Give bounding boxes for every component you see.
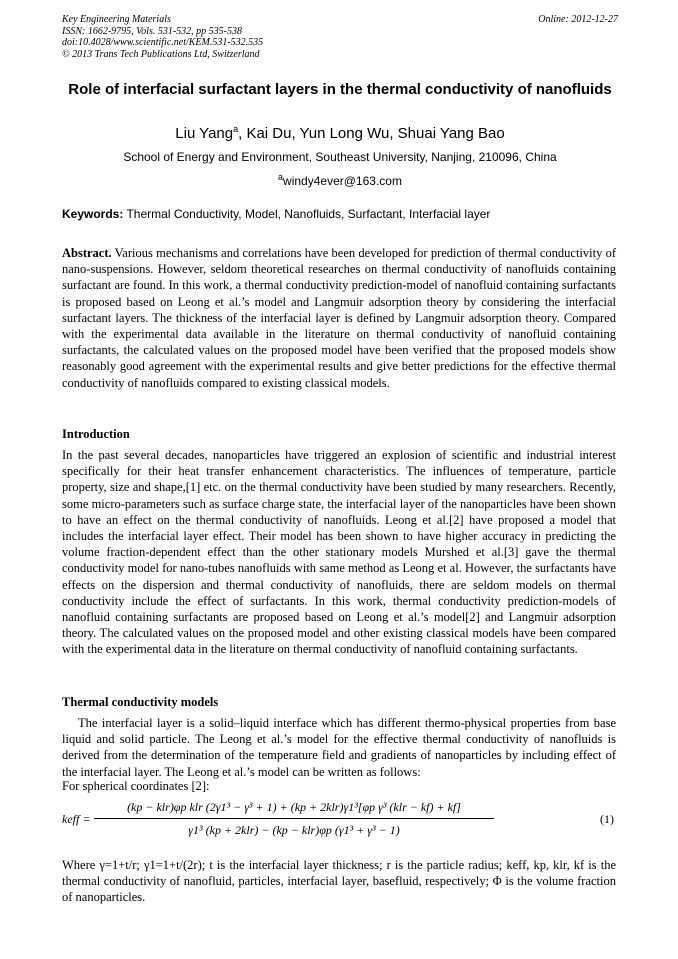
abstract-label: Abstract. (62, 246, 112, 260)
equation-denominator: γ1³ (kp + 2klr) − (kp − klr)φp (γ1³ + γ³ − 1) (188, 823, 400, 837)
journal-header (62, 14, 618, 60)
spherical-coordinates-line: For spherical coordinates [2]: (62, 779, 210, 793)
author-list (62, 124, 618, 142)
introduction-paragraph: In the past several decades, nanoparticles have triggered an explosion of scientific and industrial interest specifically for their heat transfer enhancement characteristics. The influences of temperature, particle property, size and shape,[1] etc. on the thermal conductivity have been studied by many researchers. Recently, some micro-parameters such as surface charge state, the interfacial layer of the nanoparticles have been shown to have an effect on the thermal conductivity of nanofluids. Leong et al.[2] have proposed a model that includes the interfacial layer effect. Their model has been shown to have higher accuracy in predicting the volume fraction-dependent effect than the other stationary models Murshed et al.[3] gave the thermal conductivity model for nano-tubes nanofluids with same method as Leong et al. However, the surfactants have effects on the dispersion and thermal conductivity of nanofluids, there are seldom models on thermal conductivity include the effect of surfactants. In this work, thermal conductivity prediction-models of nanofluid containing surfactants are proposed based on Leong et al.’s model[2] and Langmuir adsorption theory. The calculated values on the proposed model and other existing classical models have been compared with the experimental data in the literature on thermal conductivity of nanofluid containing surfactants. (62, 448, 616, 657)
equation-numerator: (kp − klr)φp klr (2γ1³ − γ³ + 1) + (kp + 2klr)γ1³[φp γ³ (klr − kf) + kf] (127, 800, 461, 814)
first-author: Liu Yang (175, 125, 234, 142)
equation-lhs: keff = (62, 812, 91, 826)
fraction-bar (94, 818, 494, 819)
issn-line: ISSN: 1662-9795, Vols. 531-532, pp 535-538 (62, 25, 242, 37)
journal-name: Key Engineering Materials (62, 14, 171, 25)
affiliation: School of Energy and Environment, Southeast University, Nanjing, 210096, China (123, 150, 557, 164)
keywords (62, 207, 618, 221)
section-heading-introduction: Introduction (62, 427, 130, 441)
equation-fraction (94, 798, 494, 839)
online-date: Online: 2012-12-27 (538, 14, 618, 25)
other-authors: , Kai Du, Yun Long Wu, Shuai Yang Bao (238, 125, 505, 142)
equation-1 (62, 796, 618, 846)
keywords-text: Thermal Conductivity, Model, Nanofluids, Surfactant, Interfacial layer (123, 207, 491, 221)
email-address[interactable]: windy4ever@163.com (283, 174, 402, 188)
email-line (62, 172, 618, 188)
models-paragraph: The interfacial layer is a solid–liquid interface which has different thermo-physical properties from base liquid and solid particle. The Leong et al.’s model for the effective thermal conductivity of nanofluids is derived from the determination of the temperature field and gradients of nanoparticles by including effect of the interfacial layer. The Leong et al.’s model can be written as follows: (62, 716, 616, 779)
where-paragraph: Where γ=1+t/r; γ1=1+t/(2r); t is the interfacial layer thickness; r is the particle radius; keff, kp, klr, kf is the thermal conductivity of nanofluid, particles, interfacial layer, basefluid, respectively; Φ is the volume fraction of nanoparticles. (62, 858, 616, 905)
author-affil-mark: a (233, 124, 239, 134)
doi-line: doi:10.4028/www.scientific.net/KEM.531-532.535 (62, 37, 264, 48)
paper-title: Role of interfacial surfactant layers in the thermal conductivity of nanofluids (68, 81, 612, 98)
abstract (62, 245, 616, 391)
copyright-line: © 2013 Trans Tech Publications Ltd, Switzerland (62, 48, 260, 60)
keywords-label: Keywords: (62, 207, 124, 221)
section-heading-models: Thermal conductivity models (62, 695, 219, 709)
equation-number: (1) (600, 812, 614, 826)
abstract-text: Various mechanisms and correlations have been developed for prediction of thermal conductivity of nano-suspensions. However, seldom theoretical researches on thermal conductivity of nanofluids containing surfactant are found. In this work, a thermal conductivity prediction-model of nanofluid containing surfactants is proposed based on Leong et al.’s model and Langmuir adsorption theory by considering the interfacial surfactant layers. The thickness of the interfacial layer is defined by Langmuir adsorption theory. Compared with the experimental data available in the literature on thermal conductivity of nanofluid containing surfactants, the calculated values on the proposed model have been verified that the proposed models show reasonably good agreement with the experimental results and give better predictions for the effective thermal conductivity of nanofluids compared to existing classical models. (62, 246, 616, 390)
email-mark: a (278, 172, 284, 182)
